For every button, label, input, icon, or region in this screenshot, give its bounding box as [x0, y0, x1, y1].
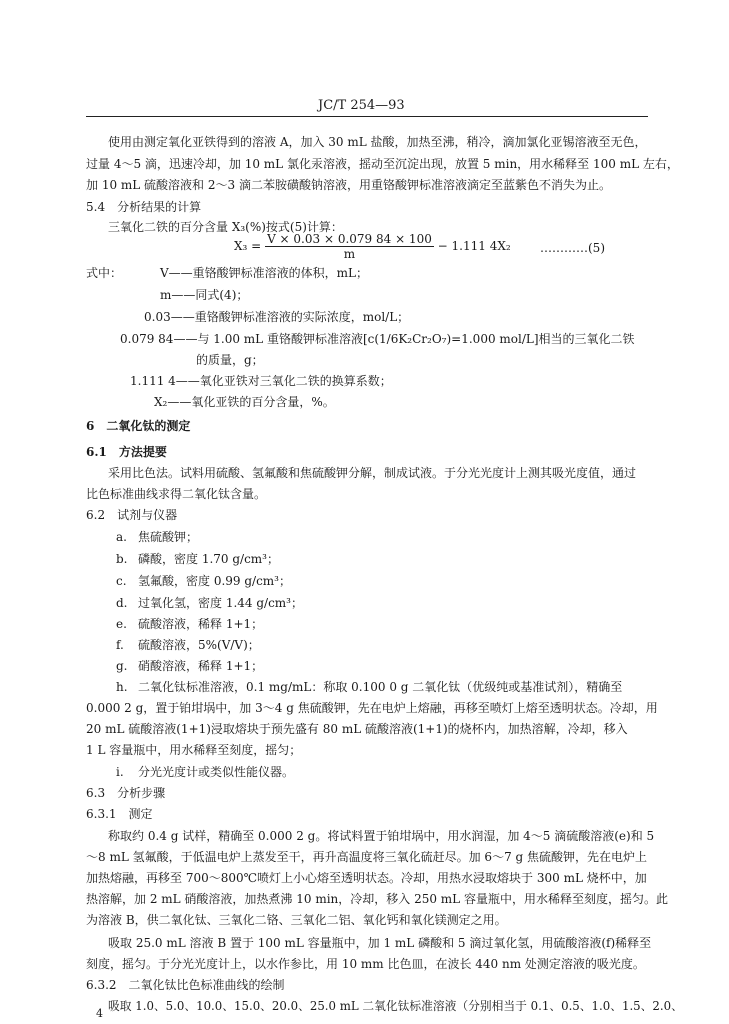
list-item-mark: g. — [116, 659, 128, 673]
where-prefix: 式中： — [86, 266, 123, 280]
section-5-4-heading: 5.4 分析结果的计算 — [86, 200, 202, 214]
paragraph-line: ～8 mL 氢氟酸，于低温电炉上蒸发至干，再升高温度将三氧化硫赶尽。加 6～7 g 焦硫酸钾，先在电炉上 — [86, 850, 648, 864]
list-item-mark: c. — [116, 574, 127, 588]
list-item-mark: f. — [116, 638, 124, 652]
standard-code: JC/T 254—93 — [318, 98, 405, 113]
paragraph-line: 0.000 2 g，置于铂坩埚中，加 3～4 g 焦硫酸钾，先在电炉上熔融，再移至喷灯上熔至透明状态。冷却，用 — [86, 701, 658, 715]
list-item: 氢氟酸，密度 0.99 g/cm³； — [138, 574, 291, 588]
formula-lhs: X₃ = — [234, 239, 262, 253]
paragraph-line: 刻度，摇匀。于分光光度计上，以水作参比，用 10 mm 比色皿，在波长 440 nm 处测定溶液的吸光度。 — [86, 957, 645, 971]
definition-item: 0.079 84——与 1.00 mL 重铬酸钾标准溶液[c(1/6K₂Cr₂O₇)=1.000 mol/L]相当的三氧化二铁 — [120, 332, 635, 346]
list-item: 硫酸溶液，稀释 1+1； — [138, 617, 264, 631]
paragraph-line: 热溶解，加 2 mL 硝酸溶液，加热煮沸 10 min，冷却，移入 250 mL 容量瓶中，用水稀释至刻度，摇匀。此 — [86, 892, 668, 906]
list-item-mark: b. — [116, 552, 128, 566]
section-6-heading: 6 二氧化钛的测定 — [86, 419, 191, 433]
list-item-mark: a. — [116, 530, 127, 544]
definition-item: 的质量，g； — [196, 353, 264, 367]
list-item: 磷酸，密度 1.70 g/cm³； — [138, 552, 279, 566]
definition-item: 0.03——重铬酸钾标准溶液的实际浓度，mol/L； — [144, 310, 410, 324]
paragraph-line: 过量 4～5 滴，迅速冷却，加 10 mL 氯化汞溶液，摇动至沉淀出现，放置 5 min，用水稀释至 100 mL 左右， — [86, 157, 679, 171]
paragraph-line: 1 L 容量瓶中，用水稀释至刻度，摇匀； — [86, 743, 302, 757]
paragraph-line: 吸取 25.0 mL 溶液 B 置于 100 mL 容量瓶中，加 1 mL 磷酸和 5 滴过氧化氢，用硫酸溶液(f)稀释至 — [108, 936, 652, 950]
list-item: 分光光度计或类似性能仪器。 — [138, 765, 295, 779]
definition-item: X₂——氧化亚铁的百分含量，%。 — [154, 395, 335, 409]
list-item-mark: i. — [116, 765, 124, 779]
header-rule — [86, 116, 648, 117]
list-item: 焦硫酸钾； — [138, 530, 199, 544]
list-item-mark: d. — [116, 596, 128, 610]
definition-item: m——同式(4)； — [160, 288, 249, 302]
definition-item: 1.111 4——氧化亚铁对三氧化二铁的换算系数； — [130, 374, 392, 388]
list-item-mark: h. — [116, 680, 128, 694]
paragraph-line: 20 mL 硫酸溶液(1+1)浸取熔块于预先盛有 80 mL 硫酸溶液(1+1)的烧杯内，加热溶解，冷却，移入 — [86, 722, 628, 736]
formula-intro: 三氧化二铁的百分含量 X₃(%)按式(5)计算： — [108, 220, 343, 234]
formula-numerator: V × 0.03 × 0.079 84 × 100 — [267, 232, 432, 246]
paragraph-line: 加热熔融，再移至 700～800℃喷灯上小心熔至透明状态。冷却，用热水浸取熔块于 300 mL 烧杯中，加 — [86, 871, 647, 885]
section-6-3-heading: 6.3 分析步骤 — [86, 786, 166, 800]
formula-label: …………(5) — [540, 241, 605, 255]
paragraph-line: 称取约 0.4 g 试样，精确至 0.000 2 g。将试料置于铂坩埚中，用水润湿，加 4～5 滴硫酸溶液(e)和 5 — [108, 829, 655, 843]
formula-fraction — [265, 232, 434, 261]
section-6-3-2-heading: 6.3.2 二氧化钛比色标准曲线的绘制 — [86, 978, 285, 992]
section-6-3-1-heading: 6.3.1 测定 — [86, 807, 153, 821]
paragraph-line: 加 10 mL 硫酸溶液和 2～3 滴二苯胺磺酸钠溶液，用重铬酸钾标准溶液滴定至蓝紫色不消失为止。 — [86, 178, 611, 192]
list-item-mark: e. — [116, 617, 127, 631]
paragraph-line: 使用由测定氧化亚铁得到的溶液 A，加入 30 mL 盐酸，加热至沸，稍冷，滴加氯化亚锡溶液至无色， — [108, 135, 647, 149]
list-item: 二氧化钛标准溶液，0.1 mg/mL：称取 0.100 0 g 二氧化钛（优级纯或基准试剂），精确至 — [138, 680, 623, 694]
formula-denominator: m — [343, 247, 356, 261]
list-item: 过氧化氢，密度 1.44 g/cm³； — [138, 596, 303, 610]
paragraph-line: 比色标准曲线求得二氧化钛含量。 — [86, 487, 267, 501]
list-item: 硫酸溶液，5%(V/V)； — [138, 638, 260, 652]
formula-rhs: − 1.111 4X₂ — [437, 239, 511, 253]
formula-5 — [234, 232, 511, 261]
definition-item: V——重铬酸钾标准溶液的体积，mL； — [160, 266, 369, 280]
list-item: 硝酸溶液，稀释 1+1； — [138, 659, 264, 673]
paragraph-line: 为溶液 B，供二氧化钛、三氧化二铬、三氧化二铝、氧化钙和氧化镁测定之用。 — [86, 913, 507, 927]
paragraph-line: 采用比色法。试料用硫酸、氢氟酸和焦硫酸钾分解，制成试液。于分光光度计上测其吸光度值，通过 — [108, 466, 637, 480]
page-number: 4 — [96, 1007, 103, 1020]
paragraph-line: 吸取 1.0、5.0、10.0、15.0、20.0、25.0 mL 二氧化钛标准溶液（分别相当于 0.1、0.5、1.0、1.5、2.0、 — [108, 999, 683, 1013]
section-6-2-heading: 6.2 试剂与仪器 — [86, 508, 178, 522]
section-6-1-heading: 6.1 方法提要 — [86, 445, 167, 459]
